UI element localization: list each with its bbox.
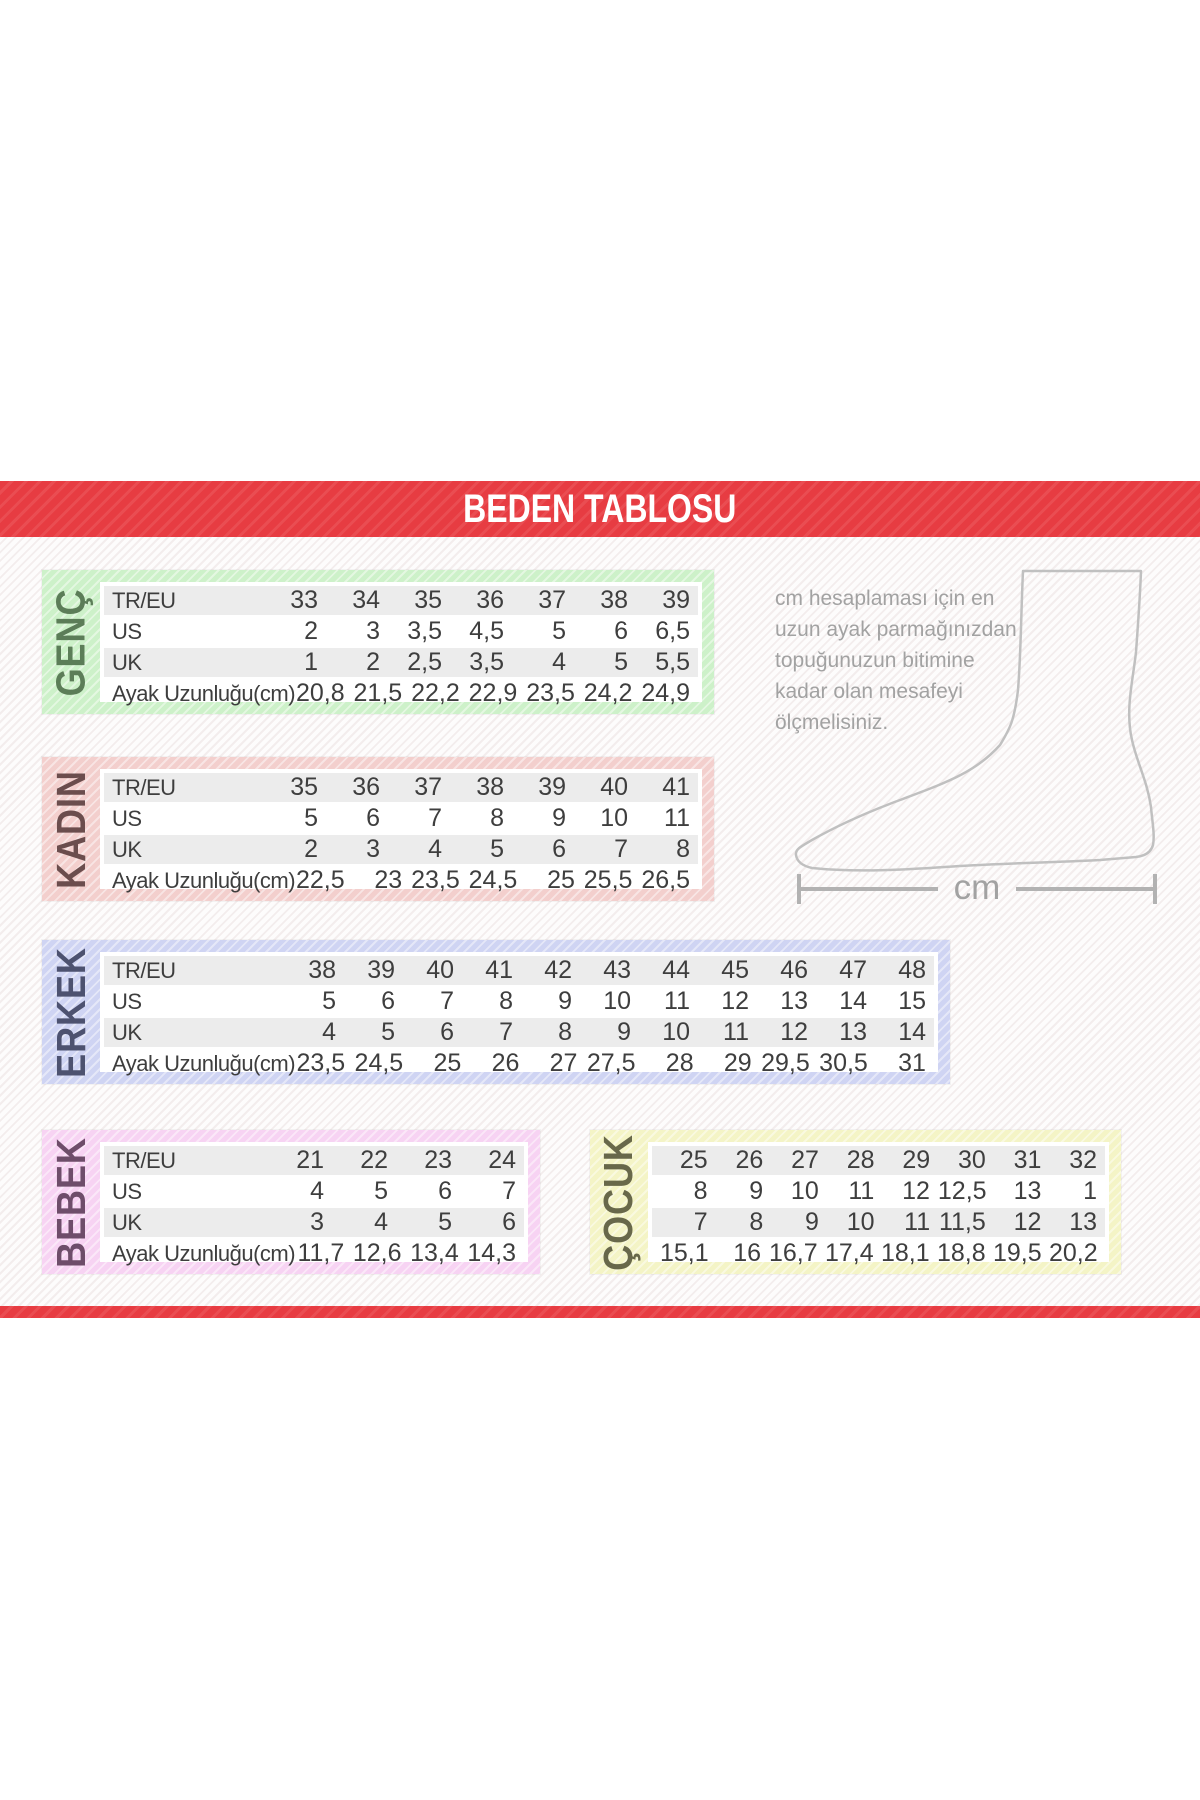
size-value-cell: 24	[488, 1146, 516, 1174]
size-value-cell: 10	[603, 987, 631, 1015]
size-value-cell: 23,5	[526, 679, 575, 707]
row-label: US	[112, 988, 142, 1014]
size-value-cell: 22	[360, 1146, 388, 1174]
size-value-cell: 28	[846, 1146, 875, 1174]
table-row	[104, 835, 698, 864]
size-value-cell: 11	[848, 1177, 875, 1205]
category-label-kadin	[42, 757, 100, 901]
size-value-cell: 40	[600, 773, 628, 801]
size-value-cell: 41	[662, 773, 690, 801]
size-value-cell: 12	[1013, 1208, 1042, 1236]
size-value-cell: 26	[491, 1049, 520, 1077]
cm-measure-line	[797, 867, 1157, 907]
size-table-body	[100, 1142, 528, 1267]
size-value-cell: 4,5	[469, 617, 504, 645]
instruction-line: cm hesaplaması için en	[775, 587, 995, 610]
size-value-cell: 26,5	[641, 866, 690, 894]
table-row	[104, 617, 698, 646]
size-value-cell: 18,8	[937, 1239, 986, 1267]
size-value-cell: 12,6	[352, 1239, 402, 1267]
row-label: Ayak Uzunluğu(cm)	[112, 1050, 296, 1076]
size-value-cell: 13	[839, 1018, 867, 1046]
table-row	[104, 1146, 524, 1175]
page-title: BEDEN TABLOSU	[463, 486, 737, 531]
size-value-cell: 13	[780, 987, 808, 1015]
size-table-body	[100, 582, 702, 707]
table-row	[104, 773, 698, 802]
size-value-cell: 5	[490, 835, 504, 863]
size-value-cell: 27	[791, 1146, 819, 1174]
size-value-cell: 7	[614, 835, 628, 863]
category-label-erkek	[42, 940, 100, 1084]
row-label: UK	[112, 1019, 142, 1045]
row-label: Ayak Uzunluğu(cm)	[112, 1240, 296, 1266]
size-value-cell: 6	[440, 1018, 454, 1046]
size-table-body	[100, 952, 938, 1077]
size-value-cell: 36	[352, 773, 380, 801]
category-label-genc	[42, 570, 100, 714]
size-value-cell: 40	[426, 956, 454, 984]
size-value-cell: 39	[367, 956, 395, 984]
table-row	[652, 1146, 1105, 1175]
size-value-cell: 19,5	[993, 1239, 1042, 1267]
size-value-cell: 5	[374, 1177, 388, 1205]
size-value-cell: 5	[304, 804, 318, 832]
row-label: Ayak Uzunluğu(cm)	[112, 680, 296, 706]
size-value-cell: 27,5	[586, 1049, 636, 1077]
size-value-cell: 39	[662, 586, 690, 614]
size-value-cell: 18,1	[881, 1239, 930, 1267]
size-value-cell: 8	[693, 1177, 708, 1205]
title-banner	[0, 481, 1200, 537]
size-table-body	[648, 1142, 1109, 1267]
size-value-cell: 15,1	[660, 1239, 709, 1267]
size-value-cell: 37	[538, 586, 566, 614]
size-table-genc	[42, 570, 714, 714]
size-value-cell: 25,5	[583, 866, 633, 894]
size-value-cell: 37	[414, 773, 442, 801]
size-value-cell: 21,5	[353, 679, 403, 707]
size-value-cell: 20,2	[1049, 1239, 1098, 1267]
size-value-cell: 25	[547, 866, 575, 894]
size-value-cell: 35	[290, 773, 318, 801]
size-value-cell: 7	[502, 1177, 516, 1205]
size-value-cell: 7	[693, 1208, 708, 1236]
size-value-cell: 4	[428, 835, 442, 863]
size-value-cell: 8	[676, 835, 690, 863]
size-value-cell: 34	[352, 586, 380, 614]
size-value-cell: 10	[600, 804, 628, 832]
size-value-cell: 30	[957, 1146, 986, 1174]
measure-unit-label: cm	[953, 867, 1001, 907]
instruction-line: uzun ayak parmağınızdan	[775, 618, 1017, 641]
size-value-cell: 13,4	[410, 1239, 459, 1267]
table-row	[104, 956, 934, 985]
size-value-cell: 22,5	[295, 866, 345, 894]
size-value-cell: 7	[428, 804, 442, 832]
size-value-cell: 21	[296, 1146, 324, 1174]
row-label: UK	[112, 1209, 142, 1235]
size-value-cell: 23,5	[411, 866, 460, 894]
size-table-bebek	[42, 1130, 540, 1274]
size-value-cell: 1	[304, 648, 318, 676]
size-value-cell: 6	[552, 835, 566, 863]
size-value-cell: 9	[804, 1208, 819, 1236]
table-row	[104, 1208, 524, 1237]
size-value-cell: 5	[322, 987, 336, 1015]
measure-right-tick	[1153, 874, 1157, 904]
size-value-cell: 46	[780, 956, 808, 984]
size-value-cell: 2	[304, 617, 318, 645]
bottom-red-stripe	[0, 1306, 1200, 1318]
size-value-cell: 11,5	[938, 1208, 986, 1236]
foot-outline-icon	[785, 558, 1165, 888]
table-row	[104, 648, 698, 677]
size-value-cell: 5,5	[655, 648, 690, 676]
row-label: TR/EU	[112, 774, 176, 800]
row-label: Ayak Uzunluğu(cm)	[112, 867, 296, 893]
row-label: US	[112, 805, 142, 831]
size-value-cell: 30,5	[819, 1049, 868, 1077]
category-label-bebek	[42, 1130, 100, 1274]
table-row	[652, 1208, 1105, 1237]
table-row	[104, 1177, 524, 1206]
size-value-cell: 16	[733, 1239, 761, 1267]
size-value-cell: 33	[290, 586, 318, 614]
row-label: TR/EU	[112, 957, 176, 983]
size-value-cell: 4	[310, 1177, 324, 1205]
table-row	[104, 1049, 934, 1078]
size-value-cell: 38	[600, 586, 628, 614]
size-value-cell: 22,9	[468, 679, 518, 707]
size-value-cell: 31	[898, 1049, 926, 1077]
size-value-cell: 4	[374, 1208, 388, 1236]
size-value-cell: 3,5	[407, 617, 442, 645]
size-value-cell: 2	[304, 835, 318, 863]
size-value-cell: 14	[898, 1018, 926, 1046]
table-row	[104, 866, 698, 895]
size-value-cell: 9	[552, 804, 566, 832]
size-value-cell: 44	[662, 956, 690, 984]
size-value-cell: 38	[476, 773, 504, 801]
measure-line-left	[801, 887, 938, 891]
size-value-cell: 29	[723, 1049, 752, 1077]
size-value-cell: 13	[1069, 1208, 1097, 1236]
table-category-label: GENÇ	[47, 588, 94, 696]
row-label: UK	[112, 836, 142, 862]
table-row	[104, 679, 698, 708]
size-value-cell: 6	[381, 987, 395, 1015]
table-category-label: ERKEK	[47, 946, 94, 1078]
size-value-cell: 17,4	[825, 1239, 874, 1267]
table-row	[652, 1239, 1105, 1268]
size-value-cell: 10	[662, 1018, 690, 1046]
size-value-cell: 4	[322, 1018, 336, 1046]
size-value-cell: 29	[902, 1146, 931, 1174]
size-value-cell: 11	[904, 1208, 931, 1236]
size-value-cell: 14,3	[467, 1239, 516, 1267]
size-value-cell: 5	[614, 648, 628, 676]
size-value-cell: 23	[374, 866, 403, 894]
size-value-cell: 11	[723, 1018, 749, 1046]
table-row	[104, 1018, 934, 1047]
size-value-cell: 24,9	[641, 679, 690, 707]
size-value-cell: 8	[499, 987, 513, 1015]
size-value-cell: 4	[552, 648, 566, 676]
size-value-cell: 8	[749, 1208, 764, 1236]
size-value-cell: 3	[366, 617, 380, 645]
table-category-label: ÇOCUK	[595, 1133, 642, 1271]
size-value-cell: 20,8	[295, 679, 345, 707]
size-value-cell: 38	[308, 956, 336, 984]
size-value-cell: 6	[614, 617, 628, 645]
size-value-cell: 25	[433, 1049, 462, 1077]
size-value-cell: 3	[310, 1208, 324, 1236]
size-value-cell: 11	[664, 804, 690, 832]
size-value-cell: 11	[664, 987, 690, 1015]
size-value-cell: 28	[665, 1049, 694, 1077]
size-value-cell: 6,5	[655, 617, 690, 645]
size-value-cell: 23	[424, 1146, 452, 1174]
size-value-cell: 6	[366, 804, 380, 832]
size-value-cell: 48	[898, 956, 926, 984]
size-value-cell: 39	[538, 773, 566, 801]
size-value-cell: 24,5	[468, 866, 518, 894]
size-value-cell: 42	[544, 956, 572, 984]
size-value-cell: 13	[1013, 1177, 1042, 1205]
size-value-cell: 5	[438, 1208, 452, 1236]
size-value-cell: 24,5	[354, 1049, 404, 1077]
size-value-cell: 31	[1013, 1146, 1042, 1174]
size-value-cell: 26	[735, 1146, 764, 1174]
size-value-cell: 14	[839, 987, 867, 1015]
size-value-cell: 16,7	[769, 1239, 818, 1267]
size-value-cell: 47	[839, 956, 867, 984]
row-label: TR/EU	[112, 587, 176, 613]
size-value-cell: 12,5	[937, 1177, 987, 1205]
size-value-cell: 9	[617, 1018, 631, 1046]
size-value-cell: 10	[846, 1208, 875, 1236]
size-value-cell: 12	[902, 1177, 930, 1205]
row-label: UK	[112, 649, 142, 675]
size-value-cell: 36	[476, 586, 504, 614]
size-value-cell: 23,5	[296, 1049, 346, 1077]
size-value-cell: 27	[549, 1049, 578, 1077]
size-table-body	[100, 769, 702, 894]
row-label: US	[112, 1178, 142, 1204]
size-value-cell: 6	[502, 1208, 516, 1236]
size-value-cell: 2	[366, 648, 380, 676]
size-value-cell: 15	[898, 987, 926, 1015]
size-value-cell: 6	[438, 1177, 452, 1205]
table-category-label: KADIN	[47, 769, 94, 889]
size-value-cell: 24,2	[583, 679, 633, 707]
size-value-cell: 8	[558, 1018, 572, 1046]
size-value-cell: 32	[1069, 1146, 1097, 1174]
size-value-cell: 41	[485, 956, 513, 984]
table-row	[652, 1177, 1105, 1206]
size-value-cell: 9	[749, 1177, 764, 1205]
size-value-cell: 3	[366, 835, 380, 863]
size-value-cell: 11,7	[297, 1239, 345, 1267]
size-value-cell: 3,5	[469, 648, 504, 676]
table-row	[104, 586, 698, 615]
size-table-cocuk	[590, 1130, 1121, 1274]
table-row	[104, 987, 934, 1016]
size-value-cell: 29,5	[761, 1049, 810, 1077]
size-value-cell: 12	[721, 987, 749, 1015]
size-value-cell: 35	[414, 586, 442, 614]
size-value-cell: 45	[721, 956, 749, 984]
instruction-line: ölçmelisiniz.	[775, 711, 889, 734]
row-label: US	[112, 618, 142, 644]
size-value-cell: 1	[1083, 1177, 1098, 1205]
size-value-cell: 5	[552, 617, 566, 645]
size-value-cell: 12	[780, 1018, 808, 1046]
measure-line-right	[1016, 887, 1153, 891]
size-table-erkek	[42, 940, 950, 1084]
instruction-line: kadar olan mesafeyi	[775, 680, 963, 703]
table-category-label: BEBEK	[47, 1136, 94, 1268]
instruction-line: topuğunuzun bitimine	[775, 649, 975, 672]
size-value-cell: 43	[603, 956, 631, 984]
size-value-cell: 2,5	[407, 648, 442, 676]
size-value-cell: 9	[558, 987, 572, 1015]
size-value-cell: 25	[679, 1146, 708, 1174]
row-label: TR/EU	[112, 1147, 176, 1173]
size-table-kadin	[42, 757, 714, 901]
category-label-cocuk	[590, 1130, 648, 1274]
table-row	[104, 1239, 524, 1268]
table-row	[104, 804, 698, 833]
size-value-cell: 7	[440, 987, 454, 1015]
size-value-cell: 5	[381, 1018, 395, 1046]
size-value-cell: 8	[490, 804, 504, 832]
size-value-cell: 22,2	[411, 679, 460, 707]
size-value-cell: 10	[790, 1177, 819, 1205]
size-value-cell: 7	[499, 1018, 513, 1046]
